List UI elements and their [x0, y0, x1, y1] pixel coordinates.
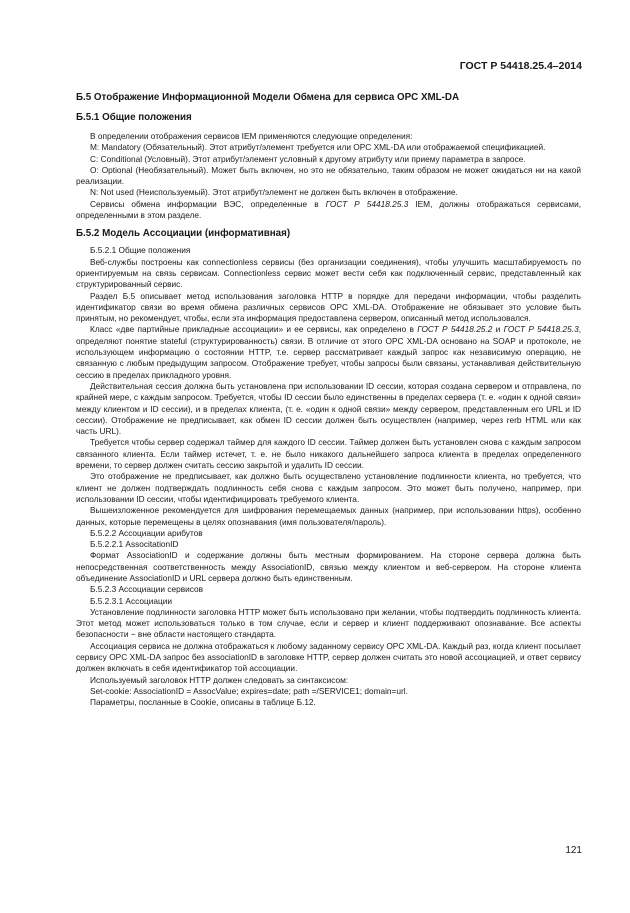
text-run: , определяют понятие stateful (структурированность) связи. В отличие от этого OPC XML-DA основано на SOAP и протоколе, не использующем информацию о состоянии HTTP, т.е. сервер рассматривает каждый запрос как независимую операцию, не связанную с любым предыдущим запросом. Отображение требует, чтобы запросы были связаны, устанавливая действительную сессию в пределах прикладного уровня. — [76, 324, 582, 380]
text-run: IEM, должны отображаться сервисами, определенными в этом разделе. — [76, 198, 582, 221]
paragraph: N: Not used (Неиспользуемый). Этот атрибут/элемент не должен быть включен в отображение. — [90, 187, 458, 198]
paragraph: В определении отображения сервисов IEM применяются следующие определения: — [90, 131, 413, 141]
standard-reference: ГОСТ Р 54418.25.2 — [417, 324, 493, 335]
text-run: Сервисы обмена информации ВЭС, определенные в — [90, 198, 326, 209]
paragraph: M: Mandatory (Обязательный). Этот атрибут/элемент требуется или OPC XML-DA или отображаемой спецификацией. — [90, 142, 546, 153]
annex-section-title: Б.5 Отображение Информационной Модели Обмена для сервиса OPC XML-DA — [76, 92, 460, 103]
text-run: Класс «две партийные прикладные ассоциации» и ее сервисы, как определено в — [90, 324, 418, 335]
subsection-heading: Б.5.2.2.1 AssocitationID — [90, 539, 179, 550]
section-heading-b51: Б.5.1 Общие положения — [76, 112, 192, 123]
code-line: Set-cookie: AssociationID = AssocValue; expires=date; path =/SERVICE1; domain=url. — [90, 685, 408, 696]
subsection-heading: Б.5.2.3.1 Ассоциации — [90, 595, 172, 606]
paragraph: Вышеизложенное рекомендуется для шифрования перемещаемых данных (например, при использовании https), особенно данных, которые перемещены в целях опознавания (имя пользователя/пароль). — [76, 505, 581, 527]
page-number: 121 — [565, 845, 582, 856]
paragraph: Параметры, посланные в Cookie, описаны в таблице Б.12. — [90, 697, 316, 708]
paragraph: Это отображение не предписывает, как должно быть осуществлено установление подлинности клиента, но требуется, что клиент не должен подтверждать подлинность себя снова с каждым запросом. Это может быть получено, например, при использовании ID сессии, чтобы идентифицировать требуемого клиента. — [76, 471, 581, 504]
paragraph: Раздел Б.5 описывает метод использования заголовка HTTP в порядке для передачи информации, чтобы разделить идентификатор связи во время обмена различных сервисов OPC XML-DA. Отображение не обязывает это условие быть принятым, но рекомендует, чтобы, если эта информация предоставлена сервером, описанный метод использовался. — [76, 290, 581, 324]
paragraph: Действительная сессия должна быть установлена при использовании ID сессии, которая создана сервером и отправлена, по крайней мере, с каждым запросом. Требуется, чтобы ID сессии было единственны в пределах сервера (т. е. «один к одной связи» между клиентом и ID сессии), и в пределах клиента, (т. е. «один к одной связи» между сервером, представленным его URL и ID сессии). Отображение не предписывает, как обмен ID сессии должен быть осуществлен (например, через rerb HTML или как часть URL). — [76, 380, 581, 437]
text-run: и — [492, 324, 504, 335]
standard-reference: ГОСТ Р 54418.25.3 — [503, 324, 579, 335]
paragraph: Установление подлинности заголовка HTTP может быть использовано при желании, чтобы подтвердить подлинность клиента. Этот метод может использоваться только в том случае, если и сервер и клиент поддерживают опознавание. Все аспекты безопасности − вне области настоящего стандарта. — [76, 606, 581, 640]
paragraph: O: Optional (Необязательный). Может быть включен, но это не обязательно, таким образом не может ожидаться ни на какой реализации. — [76, 164, 581, 187]
section-heading-b52: Б.5.2 Модель Ассоциации (информативная) — [76, 228, 291, 240]
page-content — [76, 92, 581, 709]
paragraph — [76, 199, 581, 222]
paragraph: Используемый заголовок HTTP должен следовать за синтаксисом: — [90, 674, 349, 685]
paragraph — [76, 324, 581, 380]
standard-reference: ГОСТ Р 54418.25.3 — [325, 198, 409, 209]
paragraph: Веб-службы построены как connectionless сервисы (без организации соединения), чтобы улучшить масштабируемость по ориентируемым на связь сервисам. Connectionless сервис может вести себя как подключенный сервис, представленный как структурированный сервис. — [76, 256, 581, 290]
paragraph: Формат AssociationID и содержание должны быть местным формированием. На стороне сервера должна быть непосредственная соответственность между AssociationID, связью между клиентом и веб-сервером. На стороне клиента объединение AssociationID и URL сервера должно быть единственным. — [76, 550, 581, 583]
subsection-heading: Б.5.2.1 Общие положения — [90, 245, 191, 256]
paragraph: Требуется чтобы сервер содержал таймер для каждого ID сессии. Таймер должен быть установлен снова с каждым запросом связанного клиента. Если таймер истечет, т. е. не было никакого дальнейшего запроса клиента в пределах определенного времени, то сервер должен считать сессию закрытой и удалить ID сессии. — [76, 437, 581, 471]
paragraph: Ассоциация сервиса не должна отображаться к любому заданному сервису OPC XML-DA. Каждый раз, когда клиент посылает сервису OPC XML-DA запрос без associationID в заголовке HTTP, сервер должен считать это новой ассоциацией, и ответ сервису должен включать в себя идентификатор той ассоциации. — [76, 640, 581, 674]
subsection-heading: Б.5.2.2 Ассоциации арибутов — [90, 527, 203, 538]
subsection-heading: Б.5.2.3 Ассоциации сервисов — [90, 584, 204, 595]
document-header: ГОСТ Р 54418.25.4–2014 — [459, 60, 582, 72]
paragraph: C: Conditional (Условный). Этот атрибут/элемент условный к другому атрибуту или приему параметра в запросе. — [90, 153, 526, 164]
